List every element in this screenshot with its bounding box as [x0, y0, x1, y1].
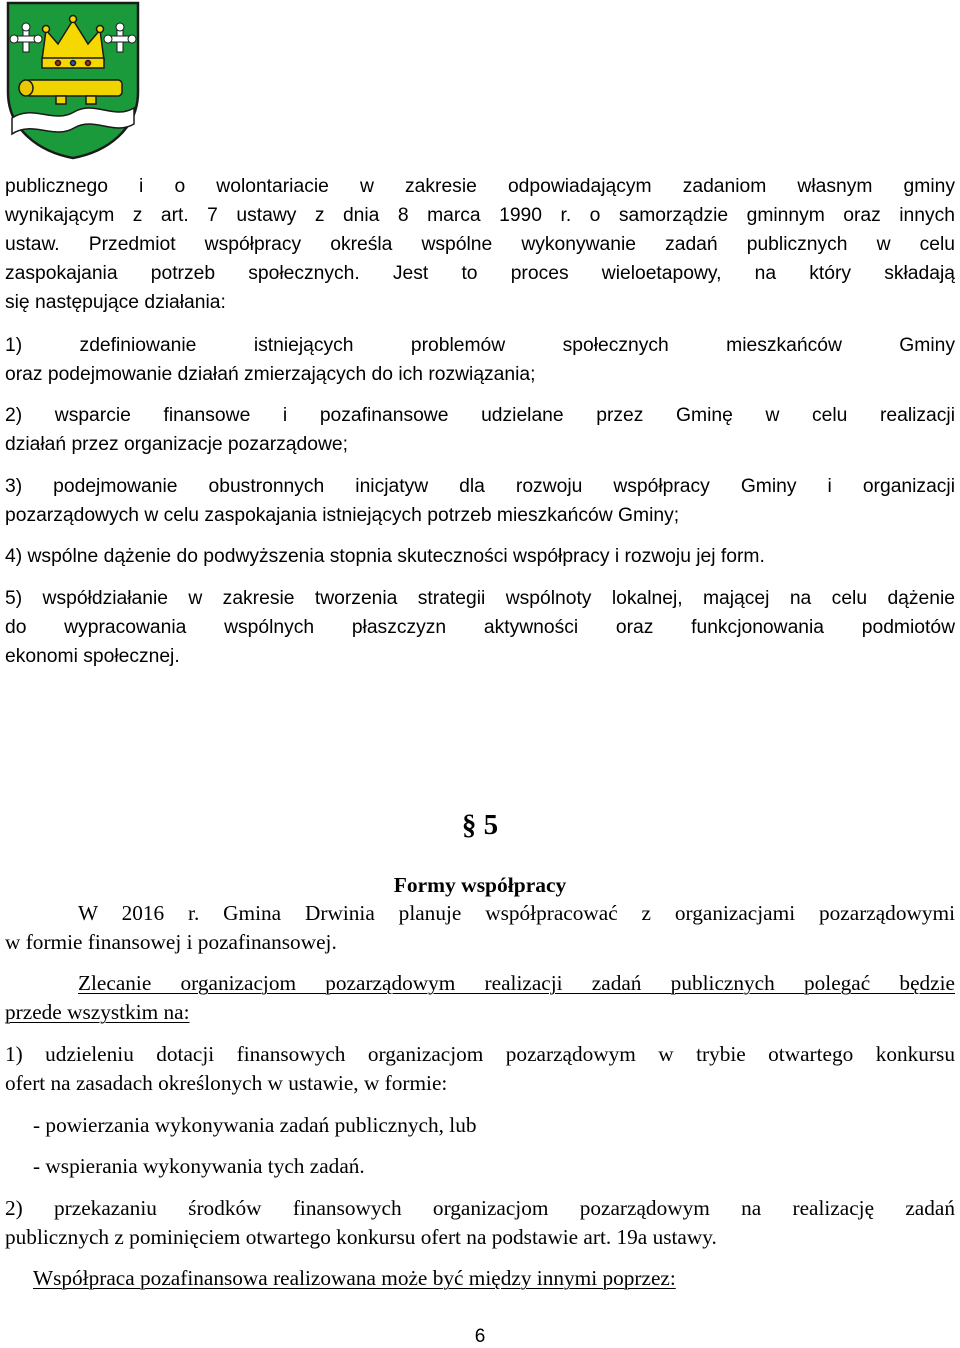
action-item-5-line: do wypracowania wspólnych płaszczyzn aktywności oraz funkcjonowania podmiotów	[5, 617, 955, 638]
paragraph-line: się następujące działania:	[5, 292, 226, 313]
action-item-5-line: 5) współdziałanie w zakresie tworzenia strategii wspólnoty lokalnej, mającej na celu dążenie	[5, 588, 955, 609]
coat-of-arms-emblem	[2, 0, 144, 160]
action-item-3-line: pozarządowych w celu zaspokajania istniejących potrzeb mieszkańców Gminy;	[5, 505, 680, 526]
paragraph-line: zaspokajania potrzeb społecznych. Jest to proces wieloetapowy, na który składają	[5, 263, 955, 284]
item-1-line: ofert na zasadach określonych w ustawie, w formie:	[5, 1071, 448, 1095]
commissioning-heading-line: przede wszystkim na:	[5, 1000, 190, 1024]
page-number: 6	[474, 1326, 486, 1347]
nonfinancial-heading: Współpraca pozafinansowa realizowana może być między innymi poprzez:	[33, 1266, 676, 1290]
action-item-2-line: 2) wsparcie finansowe i pozafinansowe udzielane przez Gminę w celu realizacji	[5, 405, 955, 426]
action-item-3-line: 3) podejmowanie obustronnych inicjatyw dla rozwoju współpracy Gminy i organizacji	[5, 476, 955, 497]
form-item: - wspierania wykonywania tych zadań.	[33, 1154, 365, 1178]
form-item: - powierzania wykonywania zadań publicznych, lub	[33, 1113, 477, 1137]
section-number: § 5	[461, 809, 499, 841]
item-1-line: 1) udzieleniu dotacji finansowych organizacjom pozarządowym w trybie otwartego konkursu	[5, 1042, 955, 1066]
paragraph-line: publicznego i o wolontariacie w zakresie odpowiadającym zadaniom własnym gminy	[5, 176, 955, 197]
section-intro-line: w formie finansowej i pozafinansowej.	[5, 930, 337, 954]
paragraph-line: ustaw. Przedmiot współpracy określa wspólne wykonywanie zadań publicznych w celu	[5, 234, 955, 255]
paragraph-line: wynikającym z art. 7 ustawy z dnia 8 marca 1990 r. o samorządzie gminnym oraz innych	[5, 205, 955, 226]
action-item-5-line: ekonomi społecznej.	[5, 646, 180, 667]
action-item-1-line: oraz podejmowanie działań zmierzających do ich rozwiązania;	[5, 364, 536, 385]
action-item-4-line: 4) wspólne dążenie do podwyższenia stopnia skuteczności współpracy i rozwoju jej form.	[5, 546, 765, 567]
section-title: Formy współpracy	[393, 873, 567, 897]
action-item-2-line: działań przez organizacje pozarządowe;	[5, 434, 348, 455]
commissioning-heading-line: Zlecanie organizacjom pozarządowym realizacji zadań publicznych polegać będzie	[78, 971, 955, 995]
item-2-line: publicznych z pominięciem otwartego konkursu ofert na podstawie art. 19a ustawy.	[5, 1225, 717, 1249]
section-intro-line: W 2016 r. Gmina Drwinia planuje współpracować z organizacjami pozarządowymi	[78, 901, 955, 925]
item-2-line: 2) przekazaniu środków finansowych organizacjom pozarządowym na realizację zadań	[5, 1196, 955, 1220]
action-item-1-line: 1) zdefiniowanie istniejących problemów społecznych mieszkańców Gminy	[5, 335, 955, 356]
